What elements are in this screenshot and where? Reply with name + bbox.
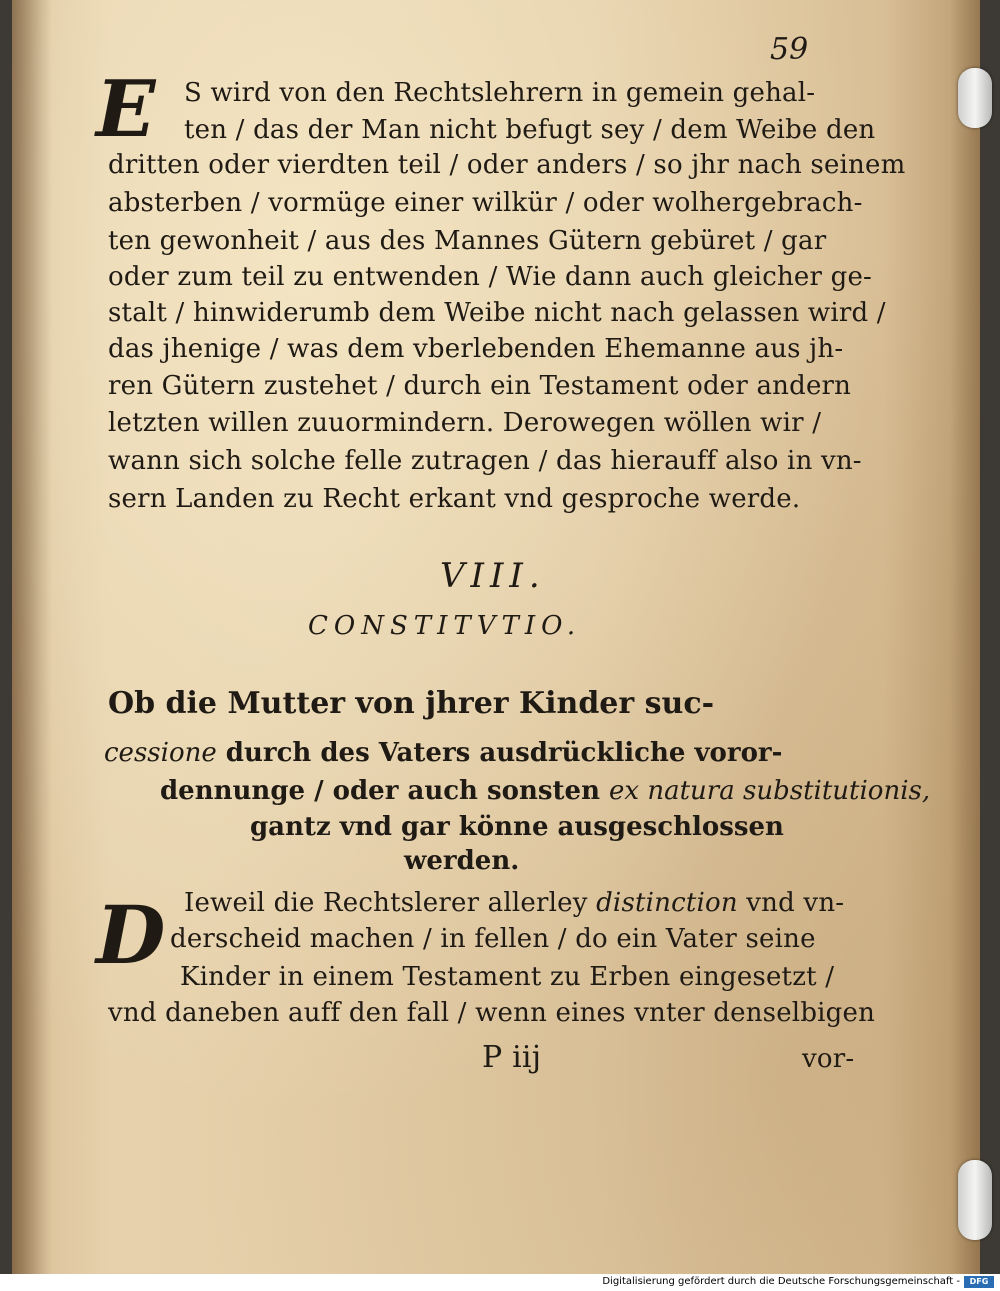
footer-credit: Digitalisierung gefördert durch die Deutsche Forschungsgemeinschaft - (602, 1276, 960, 1287)
section-number: VIII. (440, 556, 546, 596)
title-text: werden. (404, 846, 520, 876)
paragraph-text: vnd daneben auff den fall / wenn eines vnter denselbigen (108, 998, 876, 1028)
paragraph-text: Ieweil die Rechtslerer allerley (184, 888, 597, 918)
page-folio-number: 59 (770, 32, 809, 67)
signature-mark: P iij (482, 1040, 542, 1075)
paragraph-1-line: sern Landen zu Recht erkant vnd gesproche werde. (108, 484, 801, 514)
page-clip-bottom (958, 1160, 992, 1240)
paragraph-1-line: dritten oder vierdten teil / oder anders / so jhr nach seinem (108, 150, 906, 180)
footer-bar (0, 1274, 1000, 1291)
drop-cap-initial-2: D (96, 888, 166, 982)
section-title-line (404, 846, 519, 876)
title-text: Ob die Mutter von jhrer Kinder suc- (108, 686, 715, 721)
paragraph-1-line: absterben / vormüge einer wilkür / oder wolhergebrach- (108, 188, 863, 218)
page-edge-shadow (950, 0, 980, 1274)
page-clip-top (958, 68, 992, 128)
title-text: dennunge / oder auch sonsten (160, 776, 610, 806)
paragraph-1-line: S wird von den Rechtslehrern in gemein gehal- (184, 78, 816, 108)
title-text: gantz vnd gar könne ausgeschlossen (250, 812, 784, 842)
section-label: CONSTITVTIO. (308, 611, 582, 641)
page-gutter-shadow (12, 0, 52, 1274)
paragraph-1-line: wann sich solche felle zutragen / das hierauff also in vn- (108, 446, 862, 476)
paragraph-1-line: ren Gütern zustehet / durch ein Testament oder andern (108, 371, 852, 401)
catchword: vor- (802, 1044, 855, 1074)
paragraph-2-line (180, 962, 834, 992)
paragraph-2-line (170, 924, 816, 954)
section-title-line (108, 686, 714, 721)
section-title-line (250, 812, 784, 842)
paragraph-text: vnd vn- (737, 888, 845, 918)
paragraph-text: Kinder in einem Testament zu Erben eingesetzt / (180, 962, 835, 992)
paragraph-1-line: letzten willen zuuormindern. Derowegen wöllen wir / (108, 408, 822, 438)
paragraph-text: derscheid machen / in fellen / do ein Vater seine (170, 924, 816, 954)
latin-phrase: ex natura substitutionis, (609, 776, 931, 806)
paragraph-1-line: ten gewonheit / aus des Mannes Gütern gebüret / gar (108, 226, 827, 256)
paragraph-1-line: oder zum teil zu entwenden / Wie dann auch gleicher ge- (108, 262, 873, 292)
title-text: durch des Vaters ausdrückliche voror- (225, 738, 783, 768)
paragraph-1-line: stalt / hinwiderumb dem Weibe nicht nach gelassen wird / (108, 298, 886, 328)
paragraph-1-line: ten / das der Man nicht befugt sey / dem Weibe den (184, 115, 876, 145)
latin-word: distinction (596, 888, 738, 918)
section-title-line (104, 738, 782, 768)
paper-page (12, 0, 980, 1274)
section-title-line (160, 776, 930, 806)
latin-phrase: cessione (104, 738, 217, 768)
paragraph-1-line: das jhenige / was dem vberlebenden Ehemanne aus jh- (108, 334, 844, 364)
paragraph-2-line (184, 888, 844, 918)
drop-cap-initial: E (96, 64, 156, 155)
paragraph-2-line (108, 998, 875, 1028)
dfg-logo-icon: DFG (964, 1276, 994, 1288)
